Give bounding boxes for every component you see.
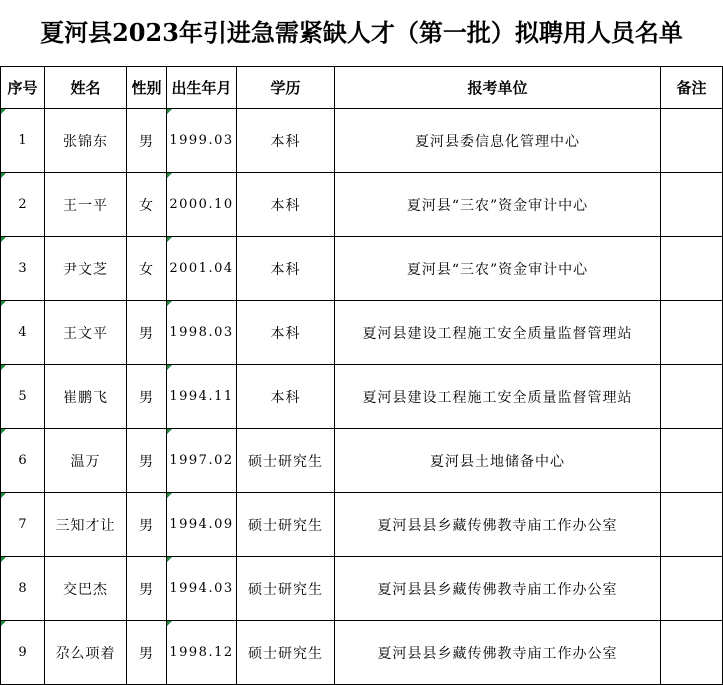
cell-gender-text: 男	[139, 389, 154, 406]
cell-gender	[127, 429, 167, 493]
cell-no-text: 5	[18, 389, 27, 404]
cell-education	[237, 237, 335, 301]
cell-name-text: 尹文芝	[63, 261, 108, 278]
cell-note	[661, 493, 723, 557]
cell-note	[661, 621, 723, 685]
cell-unit	[335, 109, 661, 173]
cell-name-text: 张锦东	[63, 133, 108, 150]
cell-birth-text: 1997.02	[169, 453, 234, 468]
cell-education	[237, 557, 335, 621]
cell-no-text: 6	[18, 453, 27, 468]
cell-gender-text: 女	[139, 261, 154, 278]
cell-marker-icon	[1, 557, 6, 562]
cell-name	[45, 109, 127, 173]
cell-unit-text: 夏河县县乡藏传佛教寺庙工作办公室	[377, 645, 618, 662]
cell-education	[237, 109, 335, 173]
cell-no-text: 2	[18, 197, 27, 212]
cell-no-text: 9	[18, 645, 27, 660]
cell-marker-icon	[1, 621, 6, 626]
cell-birth-text: 1999.03	[169, 133, 234, 148]
cell-gender-text: 男	[139, 581, 154, 598]
cell-gender-text: 男	[139, 517, 154, 534]
cell-marker-icon	[167, 365, 172, 370]
header-cell-gender: 性别	[127, 67, 167, 109]
cell-name	[45, 429, 127, 493]
cell-education	[237, 301, 335, 365]
cell-birth	[167, 237, 237, 301]
cell-gender-text: 男	[139, 133, 154, 150]
table-row	[1, 173, 723, 237]
cell-birth-text: 1998.12	[169, 645, 234, 660]
header-cell-unit: 报考单位	[335, 67, 661, 109]
cell-education-text: 本科	[270, 261, 301, 278]
table-row	[1, 109, 723, 173]
cell-name-text: 崔鹏飞	[63, 389, 108, 406]
cell-no	[1, 429, 45, 493]
cell-unit	[335, 237, 661, 301]
cell-education-text: 本科	[270, 325, 301, 342]
cell-no	[1, 237, 45, 301]
cell-marker-icon	[1, 493, 6, 498]
cell-name-text: 尕么项着	[55, 645, 116, 662]
header-row	[1, 67, 723, 109]
cell-note	[661, 173, 723, 237]
cell-birth	[167, 365, 237, 429]
cell-note	[661, 109, 723, 173]
cell-no	[1, 493, 45, 557]
roster-body	[1, 109, 723, 685]
cell-birth	[167, 301, 237, 365]
cell-education-text: 硕士研究生	[248, 453, 323, 470]
cell-gender	[127, 109, 167, 173]
cell-marker-icon	[1, 429, 6, 434]
cell-birth-text: 2000.10	[169, 197, 234, 212]
cell-name	[45, 365, 127, 429]
cell-no	[1, 301, 45, 365]
cell-education	[237, 429, 335, 493]
cell-name-text: 王一平	[63, 197, 108, 214]
roster-table	[0, 66, 723, 685]
table-row	[1, 301, 723, 365]
table-row	[1, 557, 723, 621]
cell-gender	[127, 557, 167, 621]
cell-birth-text: 1994.09	[169, 517, 234, 532]
cell-education-text: 本科	[270, 133, 301, 150]
cell-birth	[167, 429, 237, 493]
table-row	[1, 237, 723, 301]
cell-name	[45, 557, 127, 621]
cell-birth-text: 1994.11	[169, 389, 234, 404]
cell-name	[45, 493, 127, 557]
cell-unit-text: 夏河县建设工程施工安全质量监督管理站	[362, 325, 633, 342]
cell-marker-icon	[167, 301, 172, 306]
header-cell-education: 学历	[237, 67, 335, 109]
cell-no	[1, 621, 45, 685]
cell-unit	[335, 621, 661, 685]
table-row	[1, 429, 723, 493]
cell-name-text: 交巴杰	[63, 581, 108, 598]
cell-name	[45, 621, 127, 685]
cell-marker-icon	[167, 173, 172, 178]
cell-no-text: 7	[18, 517, 27, 532]
cell-note	[661, 429, 723, 493]
document-title: 夏河县2023年引进急需紧缺人才（第一批）拟聘用人员名单	[40, 18, 683, 47]
cell-unit	[335, 493, 661, 557]
cell-unit	[335, 365, 661, 429]
cell-birth	[167, 557, 237, 621]
cell-birth-text: 1994.03	[169, 581, 234, 596]
cell-marker-icon	[1, 109, 6, 114]
cell-no	[1, 365, 45, 429]
table-row	[1, 493, 723, 557]
cell-unit-text: 夏河县土地储备中心	[430, 453, 565, 470]
cell-unit	[335, 429, 661, 493]
cell-gender	[127, 301, 167, 365]
cell-marker-icon	[1, 173, 6, 178]
cell-education-text: 本科	[270, 197, 301, 214]
cell-unit	[335, 173, 661, 237]
cell-marker-icon	[1, 365, 6, 370]
cell-name-text: 三知才让	[55, 517, 116, 534]
cell-gender	[127, 621, 167, 685]
cell-education-text: 硕士研究生	[248, 581, 323, 598]
cell-name	[45, 237, 127, 301]
cell-marker-icon	[1, 237, 6, 242]
cell-marker-icon	[167, 557, 172, 562]
cell-marker-icon	[167, 237, 172, 242]
cell-unit-text: 夏河县“三农”资金审计中心	[406, 197, 589, 214]
cell-no-text: 8	[18, 581, 27, 596]
cell-gender-text: 女	[139, 197, 154, 214]
cell-birth	[167, 173, 237, 237]
cell-no-text: 4	[18, 325, 27, 340]
cell-gender	[127, 365, 167, 429]
cell-unit	[335, 557, 661, 621]
cell-note	[661, 557, 723, 621]
cell-education-text: 硕士研究生	[248, 517, 323, 534]
table-row	[1, 621, 723, 685]
cell-note	[661, 301, 723, 365]
cell-education	[237, 365, 335, 429]
cell-birth	[167, 493, 237, 557]
cell-unit-text: 夏河县县乡藏传佛教寺庙工作办公室	[377, 517, 618, 534]
cell-gender-text: 男	[139, 325, 154, 342]
header-cell-note: 备注	[661, 67, 723, 109]
cell-name-text: 王文平	[63, 325, 108, 342]
cell-no-text: 1	[18, 133, 27, 148]
cell-gender-text: 男	[139, 453, 154, 470]
cell-name	[45, 173, 127, 237]
cell-unit-text: 夏河县委信息化管理中心	[415, 133, 580, 150]
cell-gender	[127, 237, 167, 301]
table-row	[1, 365, 723, 429]
cell-marker-icon	[167, 429, 172, 434]
cell-birth-text: 1998.03	[169, 325, 234, 340]
cell-education	[237, 173, 335, 237]
cell-note	[661, 365, 723, 429]
cell-name	[45, 301, 127, 365]
cell-birth	[167, 109, 237, 173]
header-cell-birth: 出生年月	[167, 67, 237, 109]
cell-no-text: 3	[18, 261, 27, 276]
cell-unit-text: 夏河县“三农”资金审计中心	[406, 261, 589, 278]
cell-birth-text: 2001.04	[169, 261, 234, 276]
cell-unit-text: 夏河县建设工程施工安全质量监督管理站	[362, 389, 633, 406]
cell-unit	[335, 301, 661, 365]
cell-marker-icon	[167, 621, 172, 626]
cell-education-text: 硕士研究生	[248, 645, 323, 662]
cell-education	[237, 493, 335, 557]
header-cell-no: 序号	[1, 67, 45, 109]
cell-marker-icon	[167, 493, 172, 498]
cell-no	[1, 173, 45, 237]
cell-gender	[127, 173, 167, 237]
cell-education	[237, 621, 335, 685]
cell-no	[1, 109, 45, 173]
cell-unit-text: 夏河县县乡藏传佛教寺庙工作办公室	[377, 581, 618, 598]
cell-note	[661, 237, 723, 301]
cell-name-text: 温万	[70, 453, 101, 470]
header-cell-name: 姓名	[45, 67, 127, 109]
cell-no	[1, 557, 45, 621]
cell-birth	[167, 621, 237, 685]
cell-education-text: 本科	[270, 389, 301, 406]
cell-marker-icon	[167, 109, 172, 114]
cell-marker-icon	[1, 301, 6, 306]
cell-gender-text: 男	[139, 645, 154, 662]
cell-gender	[127, 493, 167, 557]
